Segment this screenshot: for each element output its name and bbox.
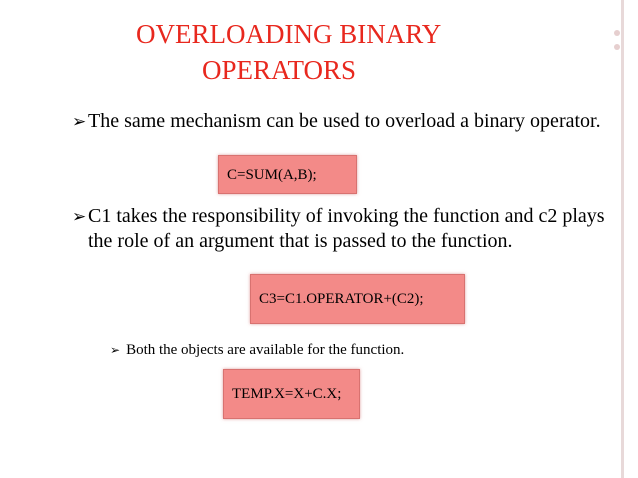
slide-border-line	[621, 0, 624, 478]
code-box-sum: C=SUM(A,B);	[218, 155, 357, 194]
slide-title-line-1: OVERLOADING BINARY	[136, 19, 442, 49]
slide-title-line-2: OPERATORS	[202, 55, 357, 85]
decorative-dot	[614, 44, 620, 50]
sub-bullet-text: Both the objects are available for the function.	[126, 342, 405, 358]
code-box-operator-call: C3=C1.OPERATOR+(C2);	[250, 274, 465, 324]
arrow-bullet-icon: ➢	[72, 207, 87, 226]
bullet-item	[72, 109, 612, 161]
decorative-dot	[614, 30, 620, 36]
arrow-bullet-icon: ➢	[110, 343, 121, 357]
bullet-text: C1 takes the responsibility of invoking the function and c2 plays the role of an argument that is passed to the function.	[88, 205, 605, 252]
bullet-item	[72, 204, 612, 282]
arrow-bullet-icon: ➢	[72, 112, 87, 131]
sub-bullet-item	[110, 340, 404, 360]
bullet-text: The same mechanism can be used to overload a binary operator.	[88, 110, 601, 132]
code-box-temp-assign: TEMP.X=X+C.X;	[223, 369, 360, 419]
